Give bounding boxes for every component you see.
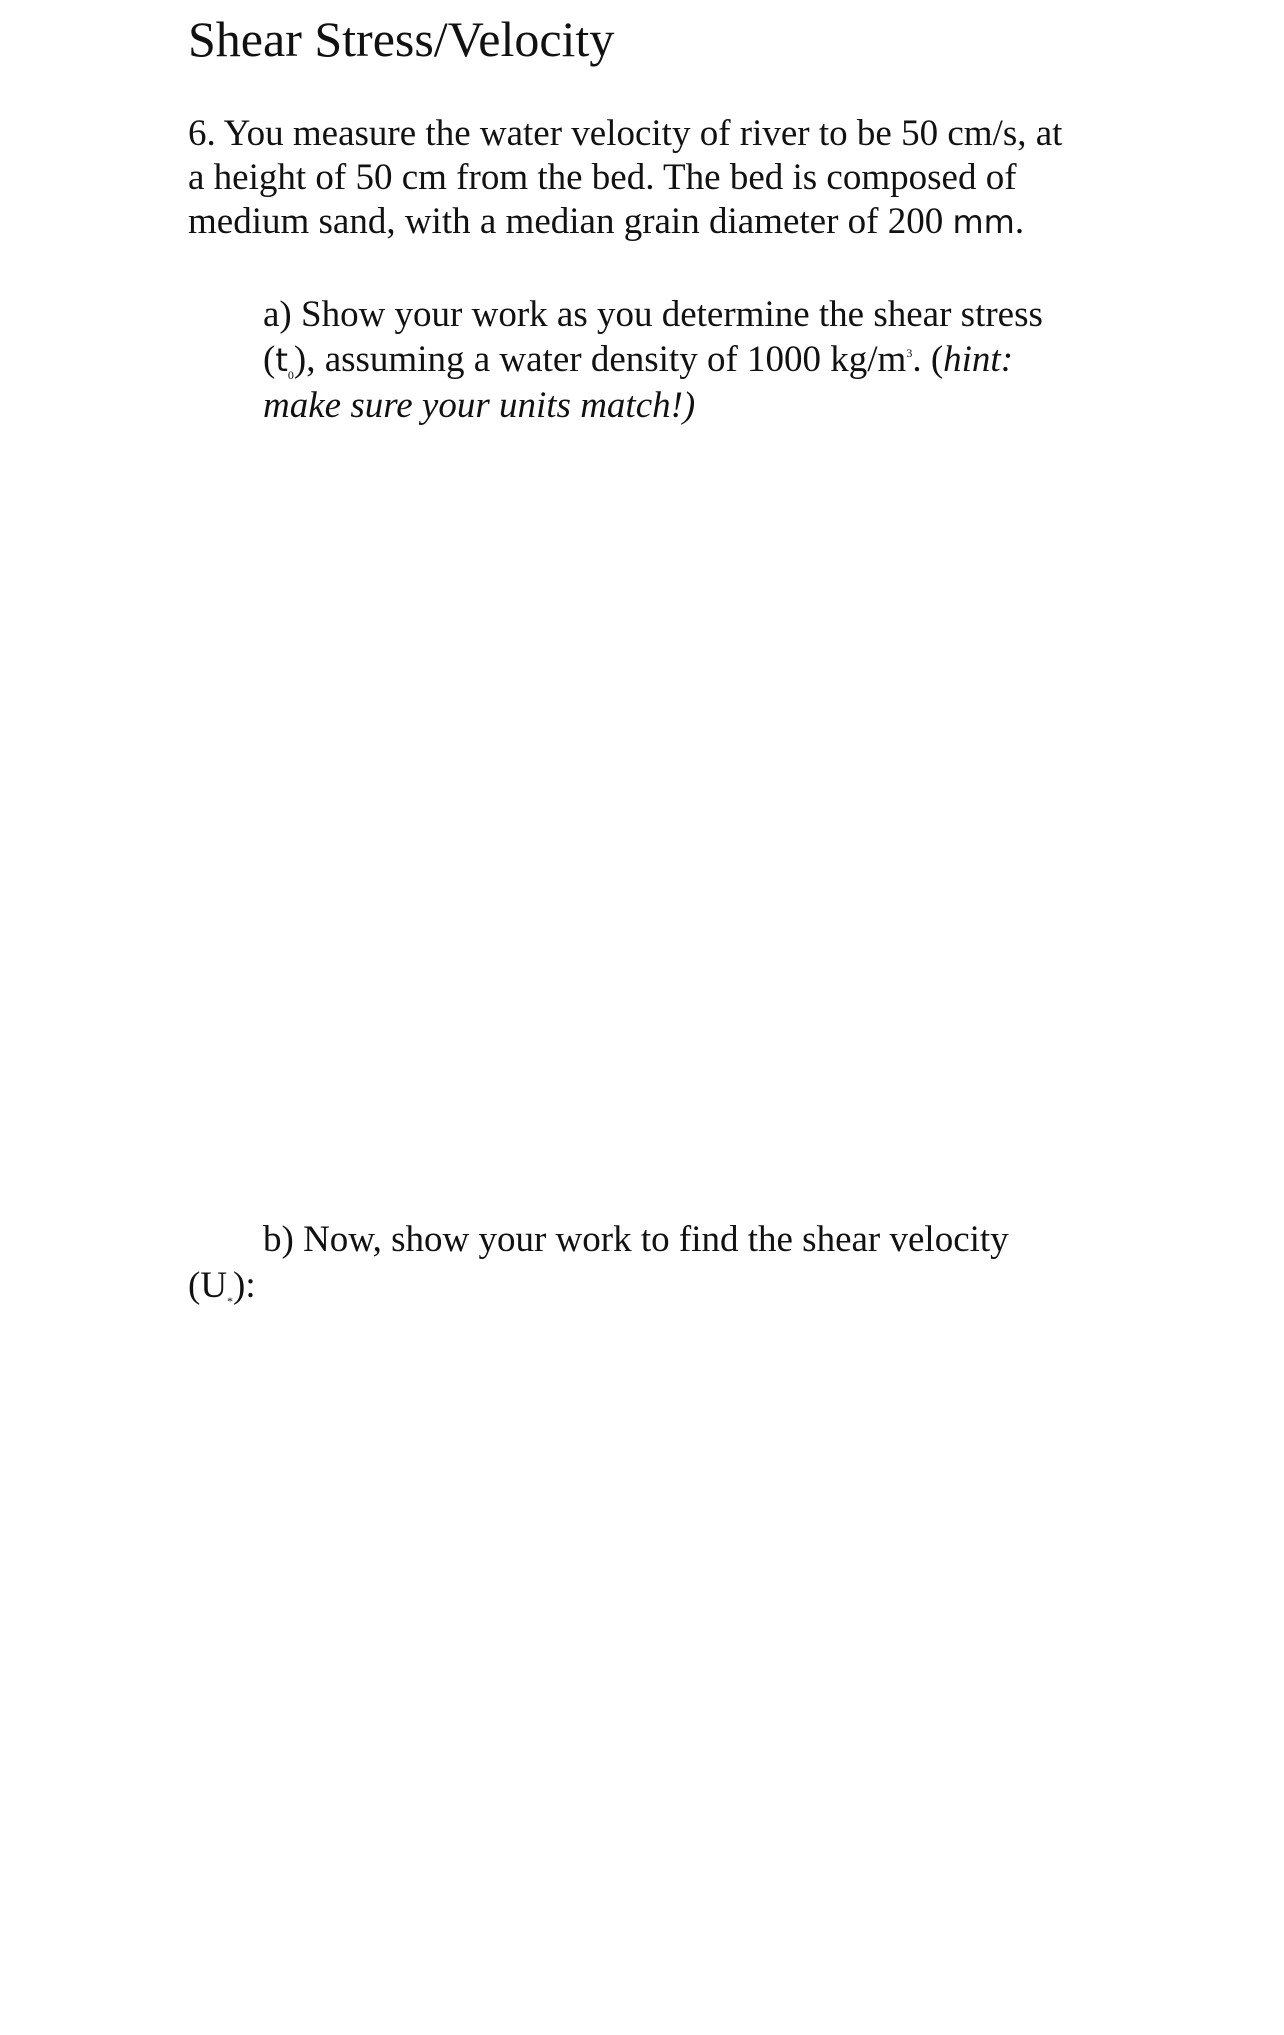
page-title: Shear Stress/Velocity — [188, 11, 615, 67]
question-line-1: 6. You measure the water velocity of river to be 50 cm/s, at — [188, 113, 1063, 154]
question-6 — [188, 112, 1108, 244]
shear-velocity-subscript: * — [227, 1294, 234, 1308]
part-a — [263, 292, 1123, 428]
part-a-work-space — [188, 440, 1108, 1200]
grain-size-unit: mm — [952, 203, 1015, 241]
part-a-line-1: a) Show your work as you determine the shear stress — [263, 294, 1043, 335]
part-b-work-space — [188, 1320, 1108, 2000]
part-b — [188, 1217, 1108, 1309]
part-b-line-2 — [188, 1263, 1108, 1309]
part-a-line-2-end: . ( — [912, 339, 944, 380]
question-line-2: a height of 50 cm from the bed. The bed is composed of — [188, 157, 1017, 198]
shear-velocity-symbol: (U — [188, 1265, 228, 1306]
part-a-density-text: ), assuming a water density of 1000 kg/m — [293, 339, 907, 380]
shear-stress-subscript: 0 — [287, 368, 294, 382]
question-line-3-text: medium sand, with a median grain diameter of 200 — [188, 201, 953, 242]
shear-stress-symbol: t — [275, 341, 288, 379]
question-line-3 — [188, 200, 1108, 244]
hint-label: hint: — [943, 339, 1014, 380]
question-line-3-end: . — [1014, 201, 1025, 242]
part-a-line-2 — [263, 337, 1123, 383]
part-a-open-paren: ( — [263, 339, 276, 380]
density-exponent: 3 — [906, 346, 913, 360]
part-b-line-1: b) Now, show your work to find the shear velocity — [263, 1219, 1009, 1260]
hint-text: make sure your units match!) — [263, 385, 696, 426]
part-b-close: ): — [233, 1265, 256, 1306]
